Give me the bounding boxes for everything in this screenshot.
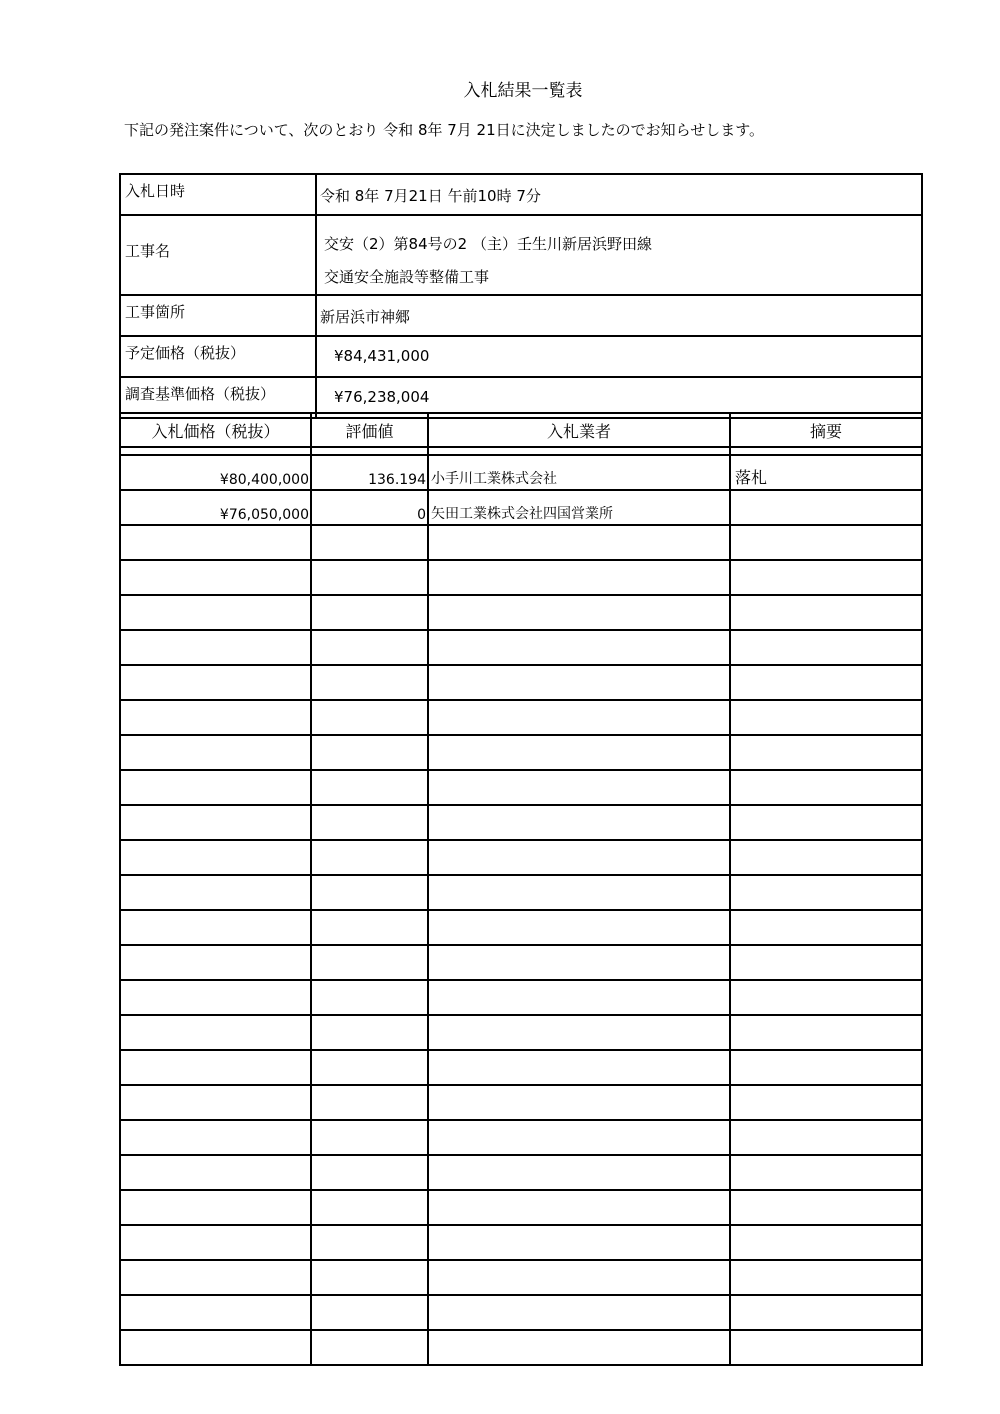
location-label: 工事箇所 <box>120 295 316 336</box>
bidder-cell <box>428 805 730 840</box>
score-cell <box>311 735 428 770</box>
note-cell <box>730 1050 922 1085</box>
spacer-cell <box>311 447 428 455</box>
project-name-label: 工事名 <box>120 215 316 295</box>
empty-table-row <box>120 1295 922 1330</box>
bidder-cell <box>428 1155 730 1190</box>
empty-table-row <box>120 1050 922 1085</box>
table-row <box>120 490 922 525</box>
info-row-location <box>120 295 922 336</box>
bidder-cell <box>428 595 730 630</box>
score-cell <box>311 630 428 665</box>
bid-price-cell <box>120 1050 311 1085</box>
empty-table-row <box>120 525 922 560</box>
bid-price-cell <box>120 735 311 770</box>
note-cell <box>730 910 922 945</box>
score-cell <box>311 1190 428 1225</box>
bidder-cell <box>428 630 730 665</box>
bid-datetime-value: 令和 8年 7月21日 午前10時 7分 <box>316 174 922 215</box>
empty-table-row <box>120 560 922 595</box>
score-cell <box>311 1155 428 1190</box>
note-cell <box>730 490 922 525</box>
spacer-cell <box>120 447 311 455</box>
bid-price-cell <box>120 630 311 665</box>
note-cell <box>730 1120 922 1155</box>
note-cell <box>730 735 922 770</box>
header-score: 評価値 <box>311 413 428 447</box>
note-cell <box>730 700 922 735</box>
empty-table-row <box>120 805 922 840</box>
note-cell <box>730 1225 922 1260</box>
bid-price-cell <box>120 1120 311 1155</box>
spacer-cell <box>730 447 922 455</box>
info-row-bid-datetime <box>120 174 922 215</box>
score-cell <box>311 1015 428 1050</box>
score-cell <box>311 945 428 980</box>
header-note: 摘要 <box>730 413 922 447</box>
planned-price-label: 予定価格（税抜） <box>120 336 316 377</box>
bid-price-cell <box>120 840 311 875</box>
bid-price-cell <box>120 700 311 735</box>
note-cell <box>730 1330 922 1365</box>
note-cell <box>730 1190 922 1225</box>
note-cell <box>730 1295 922 1330</box>
project-info-table <box>119 173 923 419</box>
bid-price-cell <box>120 1260 311 1295</box>
bid-price-cell <box>120 875 311 910</box>
table-row <box>120 455 922 490</box>
note-cell <box>730 770 922 805</box>
bidder-cell <box>428 910 730 945</box>
score-cell <box>311 1225 428 1260</box>
bid-results-table <box>119 412 923 1366</box>
empty-table-row <box>120 630 922 665</box>
score-cell <box>311 525 428 560</box>
bid-price-cell <box>120 1085 311 1120</box>
bidder-cell <box>428 1260 730 1295</box>
bidder-cell <box>428 1120 730 1155</box>
bidder-cell <box>428 700 730 735</box>
notice-text: 下記の発注案件について、次のとおり 令和 8年 7月 21日に決定しましたのでお知らせします。 <box>124 121 765 139</box>
bidder-cell <box>428 1050 730 1085</box>
document-title: 入札結果一覧表 <box>463 81 583 101</box>
bid-price-cell <box>120 1330 311 1365</box>
score-cell <box>311 665 428 700</box>
bid-price-cell: ¥80,400,000 <box>120 455 311 490</box>
score-cell: 0 <box>311 490 428 525</box>
bid-price-cell <box>120 1225 311 1260</box>
bid-price-cell <box>120 980 311 1015</box>
bidder-cell <box>428 1295 730 1330</box>
empty-table-row <box>120 1225 922 1260</box>
empty-table-row <box>120 1085 922 1120</box>
note-cell <box>730 1085 922 1120</box>
bidder-cell <box>428 665 730 700</box>
bid-price-cell <box>120 525 311 560</box>
project-name-line1: 交安（2）第84号の2 （主）壬生川新居浜野田線 <box>324 235 652 253</box>
info-row-project-name <box>120 215 922 295</box>
empty-table-row <box>120 595 922 630</box>
empty-table-row <box>120 665 922 700</box>
score-cell <box>311 560 428 595</box>
empty-table-row <box>120 735 922 770</box>
score-cell <box>311 1085 428 1120</box>
header-bidder: 入札業者 <box>428 413 730 447</box>
bidder-cell <box>428 1190 730 1225</box>
project-name-line2: 交通安全施設等整備工事 <box>324 268 490 286</box>
score-cell: 136.194 <box>311 455 428 490</box>
bidder-cell <box>428 1085 730 1120</box>
bidder-cell <box>428 525 730 560</box>
bidder-cell <box>428 1330 730 1365</box>
bid-header-row <box>120 413 922 447</box>
score-cell <box>311 1260 428 1295</box>
empty-table-row <box>120 700 922 735</box>
spacer-cell <box>428 447 730 455</box>
bid-body <box>120 447 922 1365</box>
bidder-cell: 小手川工業株式会社 <box>428 455 730 490</box>
note-cell <box>730 980 922 1015</box>
empty-table-row <box>120 1190 922 1225</box>
note-cell <box>730 1260 922 1295</box>
bid-price-cell <box>120 1015 311 1050</box>
score-cell <box>311 910 428 945</box>
project-name-value <box>316 215 922 295</box>
bidder-cell <box>428 560 730 595</box>
score-cell <box>311 700 428 735</box>
bidder-cell <box>428 1225 730 1260</box>
note-cell <box>730 945 922 980</box>
empty-table-row <box>120 1120 922 1155</box>
note-cell <box>730 1155 922 1190</box>
bidder-cell <box>428 1015 730 1050</box>
score-cell <box>311 595 428 630</box>
empty-table-row <box>120 980 922 1015</box>
note-cell <box>730 595 922 630</box>
bidder-cell <box>428 980 730 1015</box>
score-cell <box>311 805 428 840</box>
bid-price-cell: ¥76,050,000 <box>120 490 311 525</box>
header-bid-price: 入札価格（税抜） <box>120 413 311 447</box>
score-cell <box>311 875 428 910</box>
bid-price-cell <box>120 1295 311 1330</box>
note-cell: 落札 <box>730 455 922 490</box>
score-cell <box>311 770 428 805</box>
survey-price-label: 調査基準価格（税抜） <box>120 377 316 418</box>
empty-table-row <box>120 910 922 945</box>
bidder-cell <box>428 735 730 770</box>
location-value: 新居浜市神郷 <box>316 295 922 336</box>
bidder-cell <box>428 945 730 980</box>
empty-table-row <box>120 945 922 980</box>
note-cell <box>730 560 922 595</box>
note-cell <box>730 665 922 700</box>
bid-price-cell <box>120 1190 311 1225</box>
empty-table-row <box>120 1015 922 1050</box>
empty-table-row <box>120 1260 922 1295</box>
note-cell <box>730 1015 922 1050</box>
bidder-cell <box>428 840 730 875</box>
empty-table-row <box>120 770 922 805</box>
note-cell <box>730 875 922 910</box>
bidder-cell: 矢田工業株式会社四国営業所 <box>428 490 730 525</box>
score-cell <box>311 1050 428 1085</box>
score-cell <box>311 980 428 1015</box>
empty-table-row <box>120 840 922 875</box>
bid-price-cell <box>120 945 311 980</box>
bid-price-cell <box>120 665 311 700</box>
note-cell <box>730 840 922 875</box>
header-spacer-row <box>120 447 922 455</box>
bid-price-cell <box>120 770 311 805</box>
survey-price-value: ¥76,238,004 <box>316 377 922 418</box>
bid-price-cell <box>120 595 311 630</box>
bid-price-cell <box>120 910 311 945</box>
note-cell <box>730 805 922 840</box>
empty-table-row <box>120 1330 922 1365</box>
info-row-planned-price <box>120 336 922 377</box>
empty-table-row <box>120 1155 922 1190</box>
note-cell <box>730 630 922 665</box>
bid-price-cell <box>120 1155 311 1190</box>
empty-table-row <box>120 875 922 910</box>
bid-price-cell <box>120 805 311 840</box>
bidder-cell <box>428 875 730 910</box>
bid-price-cell <box>120 560 311 595</box>
score-cell <box>311 840 428 875</box>
bidder-cell <box>428 770 730 805</box>
score-cell <box>311 1330 428 1365</box>
bid-datetime-label: 入札日時 <box>120 174 316 215</box>
score-cell <box>311 1295 428 1330</box>
score-cell <box>311 1120 428 1155</box>
planned-price-value: ¥84,431,000 <box>316 336 922 377</box>
note-cell <box>730 525 922 560</box>
